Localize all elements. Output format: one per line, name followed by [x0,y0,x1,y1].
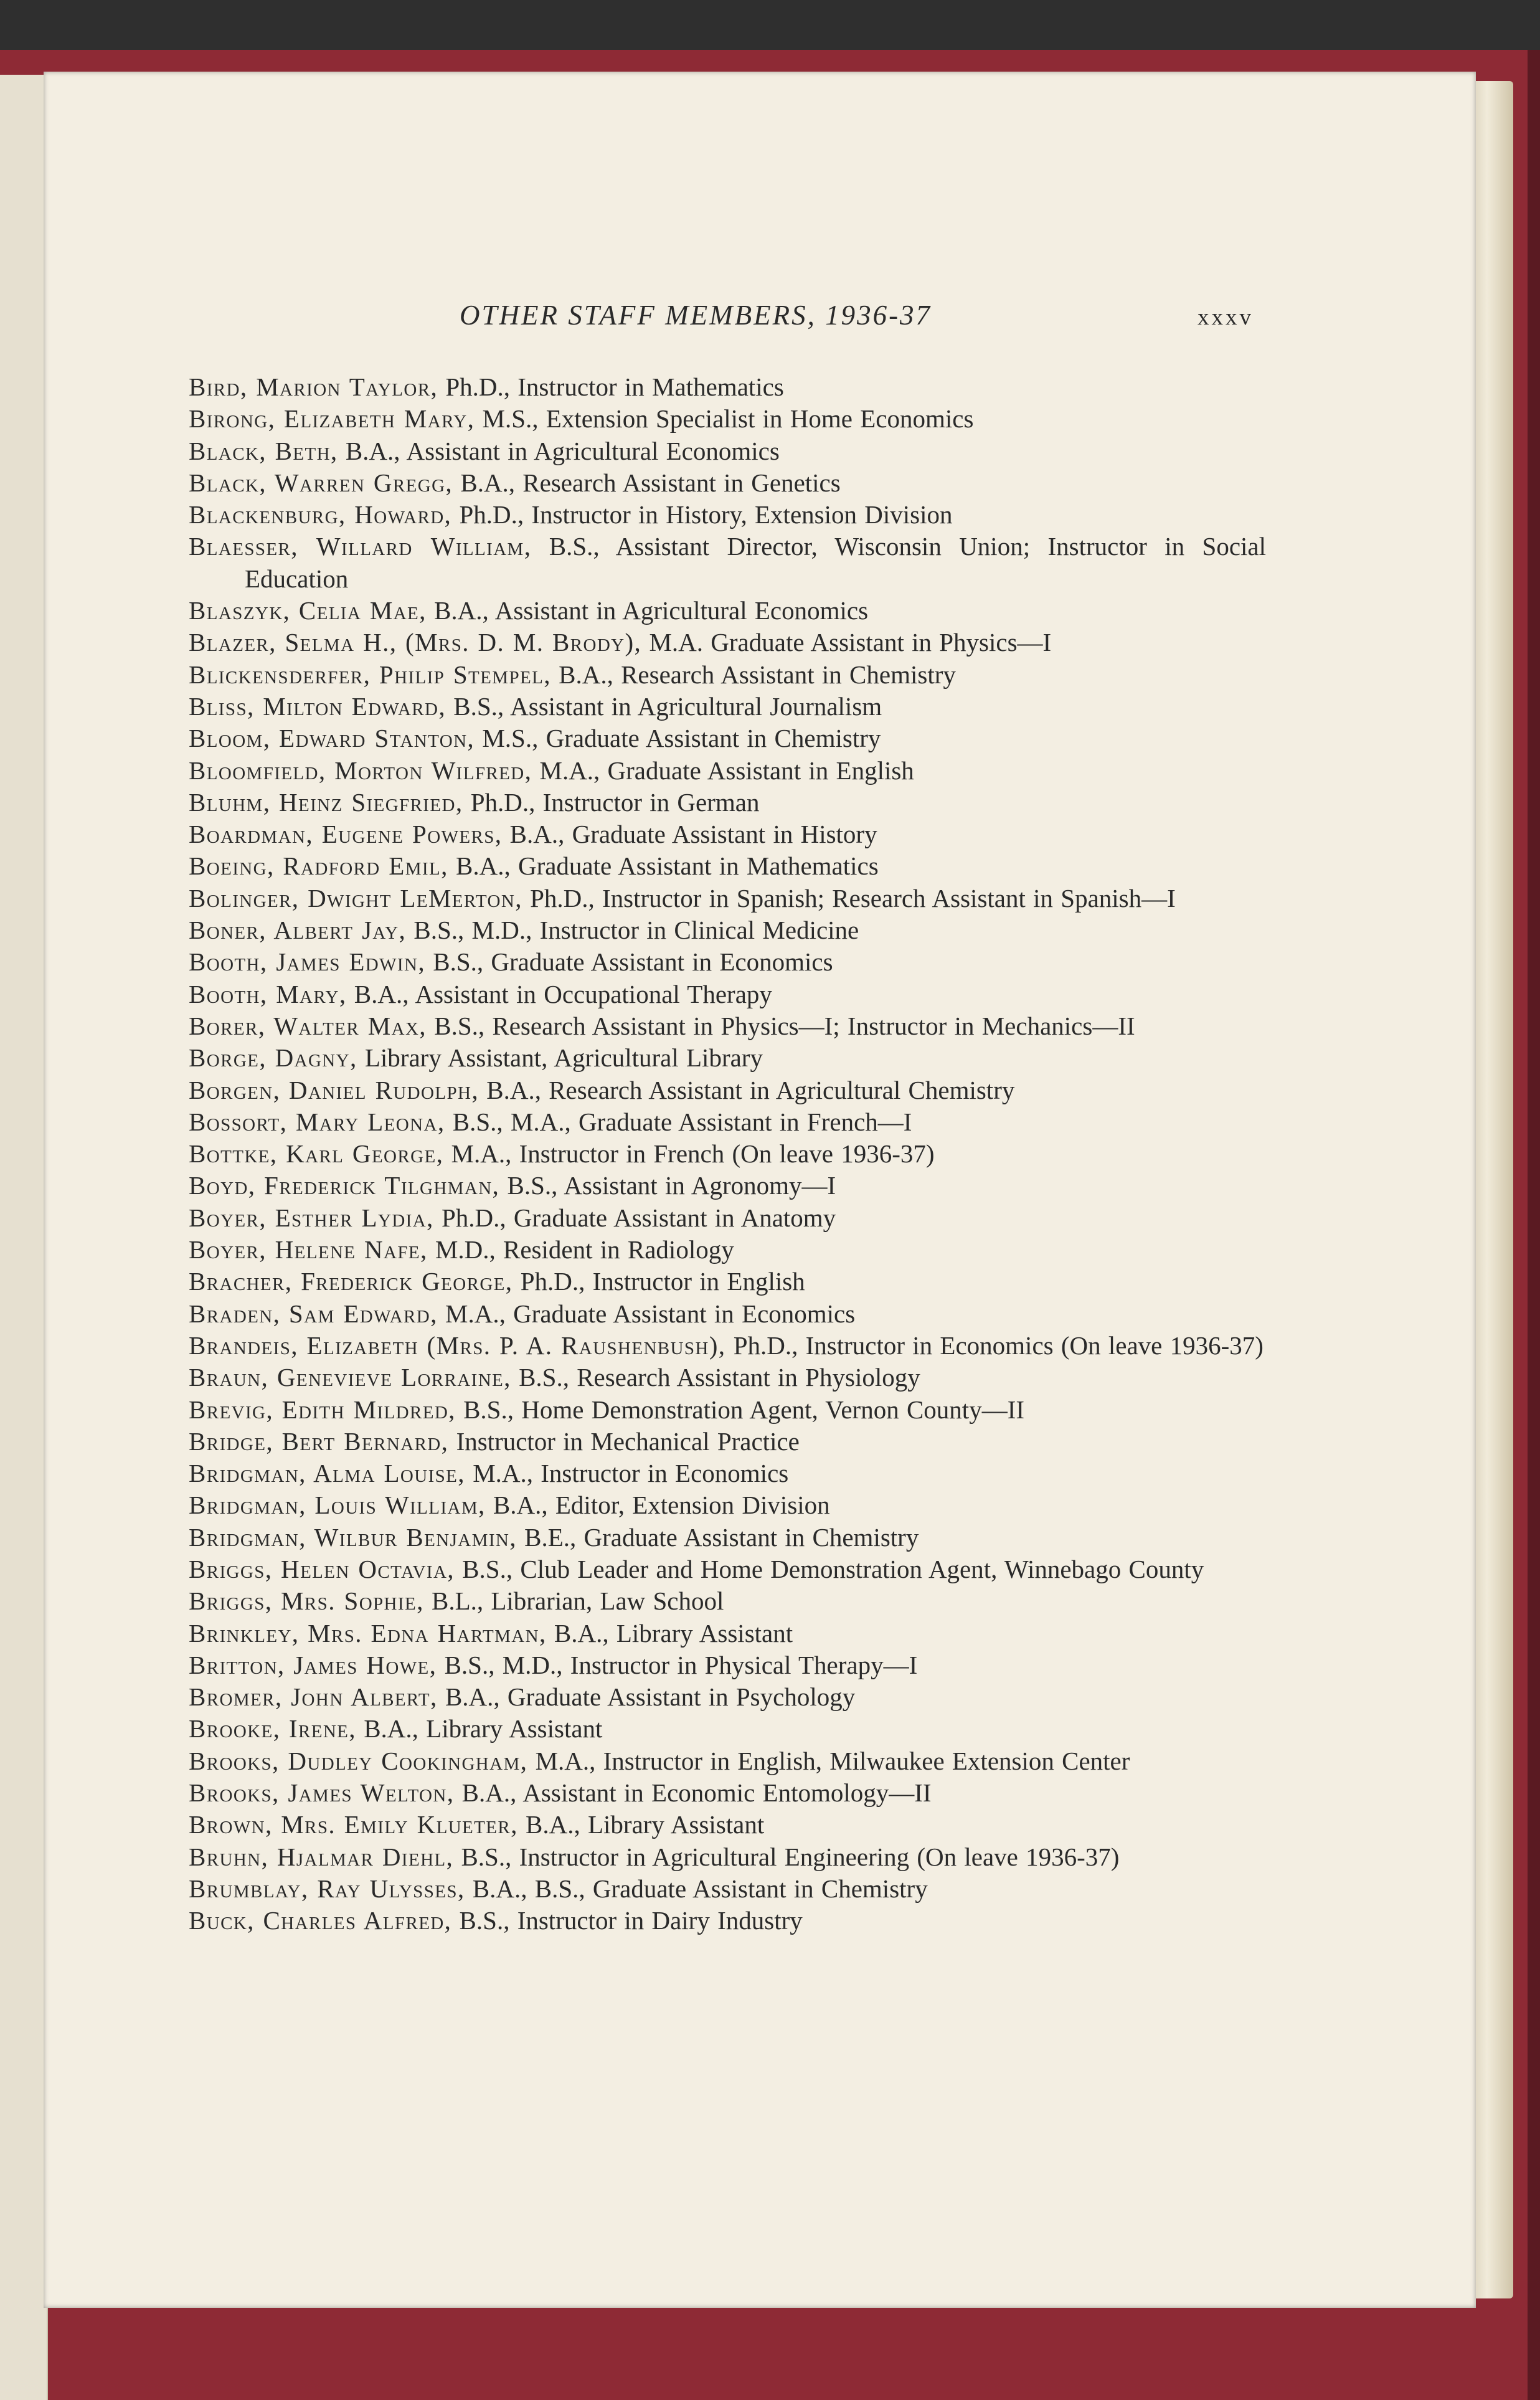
staff-details: M.S., Graduate Assistant in Chemistry [475,724,881,753]
staff-name: Blazer, Selma H., (Mrs. D. M. Brody), [189,628,642,657]
staff-entry [189,1202,1266,1234]
staff-name: Bird, Marion Taylor, [189,372,438,401]
running-title: OTHER STAFF MEMBERS, 1936-37 [460,300,932,331]
staff-entry [189,755,1266,787]
staff-entry [189,1745,1266,1777]
staff-name: Borge, Dagny, [189,1043,357,1073]
staff-entry [189,1905,1266,1937]
staff-name: Booth, James Edwin, [189,947,425,977]
staff-details: M.A., Instructor in English, Milwaukee Extension Center [527,1746,1130,1775]
staff-name: Britton, James Howe, [189,1650,437,1679]
page-block-edge [1470,81,1513,2298]
staff-details: B.A., Graduate Assistant in History [502,820,877,849]
staff-entry [189,467,1266,499]
staff-entry [189,1298,1266,1330]
staff-entry [189,531,1266,595]
staff-entry [189,1394,1266,1426]
staff-entry [189,1553,1266,1585]
staff-entry [189,1330,1266,1362]
staff-name: Bossort, Mary Leona, [189,1107,445,1136]
staff-entry [189,787,1266,818]
staff-details: Ph.D., Instructor in Economics (On leave 1936-37) [725,1330,1264,1360]
staff-details: M.S., Extension Specialist in Home Economics [475,404,974,434]
staff-entry [189,1138,1266,1170]
page-number: xxxv [1198,305,1254,330]
staff-name: Bloom, Edward Stanton, [189,724,475,753]
staff-entry [189,627,1266,658]
staff-name: Boyd, Frederick Tilghman, [189,1171,500,1200]
staff-entry [189,1618,1266,1649]
staff-entry [189,1841,1266,1873]
staff-details: B.S., Research Assistant in Physics—I; Instructor in Mechanics—II [426,1011,1135,1040]
staff-details: M.A., Instructor in Economics [465,1459,789,1488]
staff-name: Blackenburg, Howard, [189,500,452,529]
staff-details: B.S., Instructor in Agricultural Engineering (On leave 1936-37) [453,1842,1120,1871]
staff-details: B.A., Library Assistant [356,1714,603,1743]
staff-name: Booth, Mary, [189,979,347,1008]
staff-entry [189,850,1266,882]
staff-details: B.S., Club Leader and Home Demonstration Agent, Winnebago County [454,1554,1204,1583]
staff-details: Ph.D., Instructor in German [463,787,760,817]
staff-entry [189,1585,1266,1617]
scanner-background [0,0,1540,50]
staff-details: Instructor in Mechanical Practice [448,1426,800,1456]
staff-name: Bottke, Karl George, [189,1139,444,1169]
staff-name: Bridgman, Wilbur Benjamin, [189,1522,517,1552]
staff-name: Boeing, Radford Emil, [189,851,448,881]
staff-details: B.S., Home Demonstration Agent, Vernon County—II [455,1395,1025,1424]
staff-details: B.E., Graduate Assistant in Chemistry [516,1522,919,1552]
staff-name: Bolinger, Dwight LeMerton, [189,883,522,913]
staff-details: B.A., Research Assistant in Agricultural Chemistry [478,1075,1015,1104]
staff-details: B.A., Assistant in Occupational Therapy [346,979,772,1008]
staff-details: Ph.D., Instructor in Spanish; Research Assistant in Spanish—I [522,883,1176,913]
staff-name: Bloomfield, Morton Wilfred, [189,756,532,785]
staff-name: Briggs, Mrs. Sophie, [189,1587,424,1616]
staff-entry [189,595,1266,627]
staff-details: B.S., M.D., Instructor in Physical Therapy—I [437,1650,918,1679]
staff-entry [189,818,1266,850]
staff-entry [189,691,1266,723]
staff-name: Briggs, Helen Octavia, [189,1554,455,1583]
staff-name: Braden, Sam Edward, [189,1299,438,1328]
staff-name: Buck, Charles Alfred, [189,1906,452,1935]
staff-details: M.A., Graduate Assistant in Economics [437,1299,856,1328]
staff-entry [189,1777,1266,1809]
staff-entry [189,1170,1266,1202]
staff-entry [189,1362,1266,1393]
staff-details: B.A., Library Assistant [517,1810,765,1839]
staff-name: Blaesser, Willard William, [189,532,532,561]
staff-entry [189,1489,1266,1521]
staff-name: Bridgman, Louis William, [189,1491,486,1520]
staff-details: B.A., Editor, Extension Division [485,1491,830,1520]
staff-name: Brooks, Dudley Cookingham, [189,1746,528,1775]
facing-page-edge [0,75,48,2400]
staff-entry [189,499,1266,531]
staff-name: Bromer, John Albert, [189,1682,438,1712]
staff-name: Brevig, Edith Mildred, [189,1395,456,1424]
staff-entry [189,1106,1266,1138]
staff-details: B.L., Librarian, Law School [423,1587,724,1616]
staff-details: B.S., M.A., Graduate Assistant in French—I [445,1107,912,1136]
staff-details: B.A., Research Assistant in Genetics [453,468,841,497]
staff-entry [189,1074,1266,1106]
staff-name: Bracher, Frederick George, [189,1267,513,1296]
staff-entry [189,1266,1266,1297]
staff-entry [189,659,1266,691]
staff-entry [189,1649,1266,1681]
staff-entry [189,435,1266,467]
staff-details: B.S., M.D., Instructor in Clinical Medicine [406,916,859,945]
staff-name: Boyer, Esther Lydia, [189,1203,434,1232]
staff-entry [189,1873,1266,1905]
staff-details: M.A., Graduate Assistant in English [532,756,914,785]
staff-list [189,371,1266,1937]
staff-name: Bridge, Bert Bernard, [189,1426,449,1456]
staff-entry [189,371,1266,403]
staff-name: Borgen, Daniel Rudolph, [189,1075,479,1104]
staff-details: Ph.D., Graduate Assistant in Anatomy [433,1203,836,1232]
staff-details: B.A., Research Assistant in Chemistry [550,660,956,689]
staff-details: Library Assistant, Agricultural Library [357,1043,763,1073]
staff-entry [189,1042,1266,1074]
staff-details: M.A. Graduate Assistant in Physics—I [641,628,1052,657]
staff-details: B.A., Assistant in Agricultural Economics [426,596,869,625]
staff-entry [189,403,1266,435]
staff-entry [189,723,1266,754]
staff-name: Bridgman, Alma Louise, [189,1459,465,1488]
staff-name: Blickensderfer, Philip Stempel, [189,660,551,689]
staff-name: Boner, Albert Jay, [189,916,407,945]
staff-name: Blaszyk, Celia Mae, [189,596,427,625]
staff-details: B.A., Assistant in Economic Entomology—II [454,1778,932,1808]
staff-name: Brinkley, Mrs. Edna Hartman, [189,1618,547,1648]
staff-details: B.A., Assistant in Agricultural Economics [338,436,780,465]
staff-entry [189,1234,1266,1266]
cover-spine-edge [1528,50,1540,2400]
staff-entry [189,1809,1266,1841]
staff-details: M.A., Instructor in French (On leave 1936-37) [443,1139,935,1169]
staff-details: B.A., B.S., Graduate Assistant in Chemistry [465,1874,928,1903]
staff-details: B.S., Assistant Director, Wisconsin Union; Instructor in Social Education [245,532,1266,593]
staff-entry [189,979,1266,1010]
staff-name: Black, Beth, [189,436,338,465]
staff-name: Boyer, Helene Nafe, [189,1235,428,1264]
staff-entry [189,883,1266,914]
staff-name: Braun, Genevieve Lorraine, [189,1363,511,1392]
staff-entry [189,1713,1266,1745]
staff-entry [189,1426,1266,1458]
staff-name: Bluhm, Heinz Siegfried, [189,787,463,817]
staff-details: Ph.D., Instructor in Mathematics [438,372,784,401]
staff-name: Brooks, James Welton, [189,1778,455,1808]
staff-name: Bruhn, Hjalmar Diehl, [189,1842,454,1871]
staff-details: B.S., Instructor in Dairy Industry [451,1906,803,1935]
staff-details: B.S., Assistant in Agronomy—I [499,1171,836,1200]
staff-name: Brooke, Irene, [189,1714,356,1743]
staff-name: Brown, Mrs. Emily Klueter, [189,1810,518,1839]
staff-entry [189,914,1266,946]
staff-details: B.S., Graduate Assistant in Economics [425,947,833,977]
staff-details: M.D., Resident in Radiology [427,1235,734,1264]
staff-name: Brandeis, Elizabeth (Mrs. P. A. Raushenbush), [189,1330,726,1360]
staff-details: B.A., Graduate Assistant in Psychology [437,1682,856,1712]
staff-name: Boardman, Eugene Powers, [189,820,503,849]
staff-details: Ph.D., Instructor in History, Extension Division [451,500,953,529]
staff-entry [189,1458,1266,1489]
staff-entry [189,1010,1266,1042]
staff-details: B.S., Research Assistant in Physiology [511,1363,920,1392]
staff-details: Ph.D., Instructor in English [513,1267,805,1296]
staff-entry [189,1681,1266,1713]
staff-entry [189,946,1266,978]
staff-name: Birong, Elizabeth Mary, [189,404,475,434]
staff-name: Brumblay, Ray Ulysses, [189,1874,465,1903]
staff-entry [189,1522,1266,1553]
staff-name: Bliss, Milton Edward, [189,691,446,721]
staff-name: Black, Warren Gregg, [189,468,453,497]
staff-details: B.S., Assistant in Agricultural Journalism [446,691,882,721]
staff-details: B.A., Graduate Assistant in Mathematics [448,851,879,881]
staff-name: Borer, Walter Max, [189,1011,427,1040]
staff-details: B.A., Library Assistant [546,1618,793,1648]
